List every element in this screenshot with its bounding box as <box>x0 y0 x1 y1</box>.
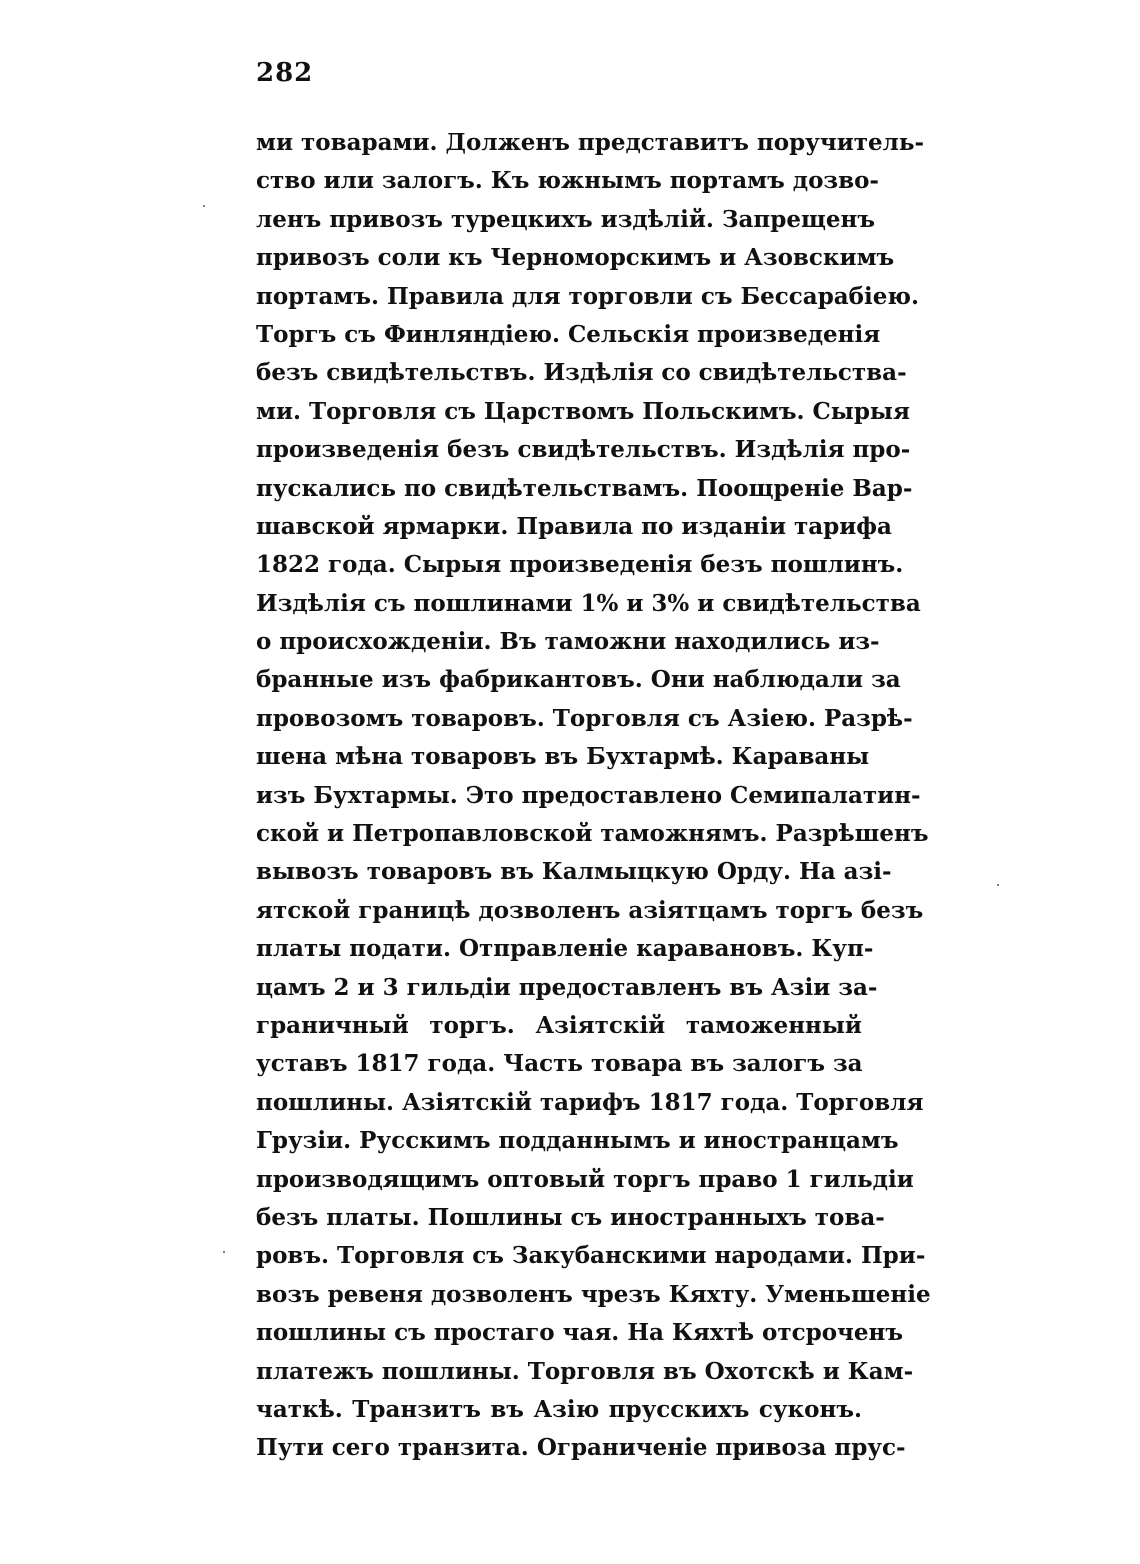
text-line: граничный торгъ. Азіятскій таможенный <box>256 1011 862 1039</box>
text-line: Пути сего транзита. Ограниченіе привоза прус- <box>256 1434 906 1462</box>
text-line: 1822 года. Сырыя произведенія безъ пошлинъ. <box>256 551 904 579</box>
text-line: шена мѣна товаровъ въ Бухтармѣ. Караваны <box>256 743 870 771</box>
text-line: безъ свидѣтельствъ. Издѣлія со свидѣтельства- <box>256 359 907 387</box>
text-line: производящимъ оптовый торгъ право 1 гильдіи <box>256 1165 914 1193</box>
text-line: цамъ 2 и 3 гильдіи предоставленъ въ Азіи за- <box>256 973 878 1001</box>
text-line: изъ Бухтармы. Это предоставлено Семипалатин- <box>256 781 921 809</box>
text-line: ство или залогъ. Къ южнымъ портамъ дозво- <box>256 167 879 195</box>
text-line: ской и Петропавловской таможнямъ. Разрѣшенъ <box>256 820 929 848</box>
text-line: ленъ привозъ турецкихъ издѣлій. Запрещенъ <box>256 205 875 233</box>
text-line: безъ платы. Пошлины съ иностранныхъ това- <box>256 1203 885 1231</box>
text-line: о происхожденіи. Въ таможни находились из- <box>256 628 880 656</box>
text-line: Грузіи. Русскимъ подданнымъ и иностранцамъ <box>256 1127 899 1155</box>
text-line: пускались по свидѣтельствамъ. Поощреніе Вар- <box>256 474 913 502</box>
text-line: платежъ пошлины. Торговля въ Охотскѣ и Кам- <box>256 1357 914 1385</box>
scan-speck <box>203 205 205 207</box>
text-line: возъ ревеня дозволенъ чрезъ Кяхту. Уменьшеніе <box>256 1280 931 1308</box>
text-line: Издѣлія съ пошлинами 1% и 3% и свидѣтельства <box>256 589 921 617</box>
page-number: 282 <box>256 58 314 88</box>
text-line: пошлины съ простаго чая. На Кяхтѣ отсроченъ <box>256 1319 903 1347</box>
text-line: ми товарами. Долженъ представитъ поручитель- <box>256 129 925 156</box>
text-line: вывозъ товаровъ въ Калмыцкую Орду. На азі- <box>256 858 892 886</box>
text-line: пошлины. Азіятскій тарифъ 1817 года. Торговля <box>256 1088 924 1116</box>
scan-speck <box>223 1251 225 1253</box>
text-line: ятской границѣ дозволенъ азіятцамъ торгъ безъ <box>256 896 924 924</box>
text-line: произведенія безъ свидѣтельствъ. Издѣлія про- <box>256 436 911 464</box>
text-line: Торгъ съ Финляндіею. Сельскія произведенія <box>256 320 881 348</box>
scan-speck <box>997 884 999 886</box>
text-line: уставъ 1817 года. Часть товара въ залогъ за <box>256 1050 863 1078</box>
text-line: чаткѣ. Транзитъ въ Азію прусскихъ суконъ. <box>256 1395 862 1423</box>
text-line: портамъ. Правила для торговли съ Бессарабіею. <box>256 282 919 310</box>
text-line: бранные изъ фабрикантовъ. Они наблюдали за <box>256 666 901 694</box>
text-line: ми. Торговля съ Царствомъ Польскимъ. Сырыя <box>256 397 910 425</box>
body-text <box>256 124 931 1468</box>
text-line: привозъ соли къ Черноморскимъ и Азовскимъ <box>256 244 895 272</box>
text-line: шавской ярмарки. Правила по изданіи тарифа <box>256 512 892 540</box>
text-line: платы подати. Отправленіе каравановъ. Куп- <box>256 935 874 963</box>
text-line: ровъ. Торговля съ Закубанскими народами. При- <box>256 1242 926 1270</box>
text-line: провозомъ товаровъ. Торговля съ Азіею. Разрѣ- <box>256 704 913 732</box>
